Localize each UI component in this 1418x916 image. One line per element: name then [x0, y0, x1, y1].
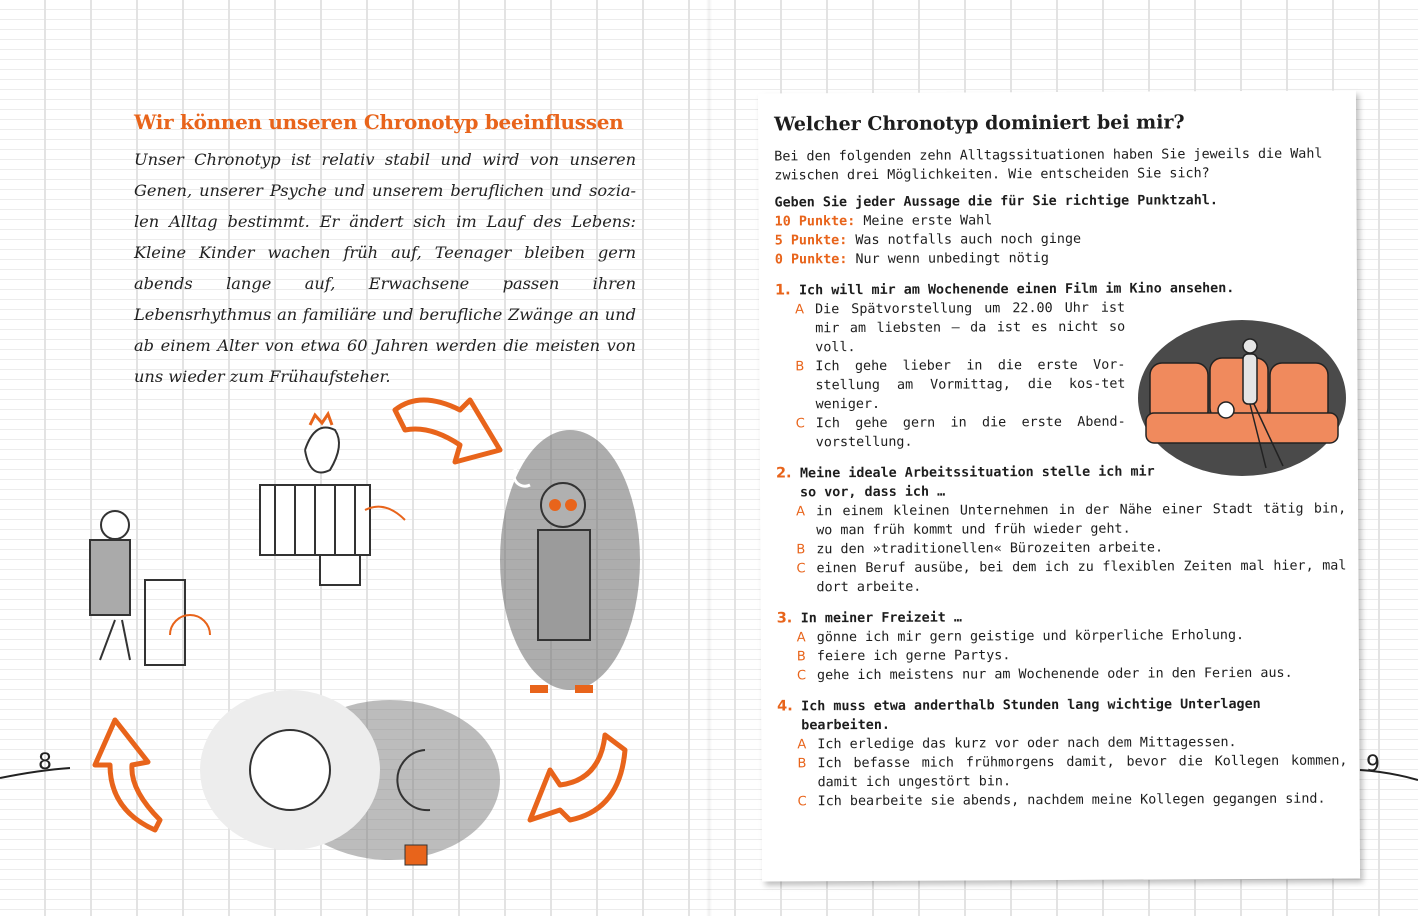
answer-option [775, 356, 1125, 415]
question-number: 2. [775, 465, 792, 482]
page-number-left: 8 [38, 750, 52, 775]
chronotype-cycle-illustration [60, 390, 660, 890]
question-4 [777, 694, 1348, 811]
sun-and-moon-icon [200, 690, 500, 865]
points-text: Meine erste Wahl [863, 213, 993, 230]
option-letter: C [796, 561, 806, 577]
option-text: gönne ich mir gern geistige und körperliche Erholung. [816, 628, 1245, 646]
answer-option [778, 789, 1348, 811]
night-owl-figure-icon [500, 430, 640, 693]
question-text: Meine ideale Arbeitssituation stelle ich mir so vor, dass ich … [799, 464, 1155, 501]
option-letter: B [795, 359, 805, 375]
question-2 [776, 461, 1347, 597]
option-letter: B [796, 649, 806, 665]
option-letter: B [797, 756, 807, 772]
option-text: einen Beruf ausübe, bei dem ich zu flexiblen Zeiten mal hier, mal dort arbeite. [816, 558, 1347, 596]
option-text: Ich befasse mich frühmorgens damit, bevor die Kollegen kommen, damit ich ungestört bin. [817, 753, 1348, 791]
answer-option [776, 499, 1346, 540]
points-text: Nur wenn unbedingt nötig [855, 251, 1049, 268]
option-text: Ich erledige das kurz vor oder nach dem Mittagessen. [817, 735, 1237, 753]
question-text: Ich muss etwa anderthalb Stunden lang wichtige Unterlagen bearbeiten. [801, 696, 1261, 734]
option-text: Die Spätvorstellung um 22.00 Uhr ist mir am liebsten – da ist es nicht so voll. [815, 300, 1126, 356]
option-letter: B [796, 542, 806, 558]
cinema-seats-illustration [1138, 318, 1346, 478]
question-text: Ich will mir am Wochenende einen Film im Kino ansehen. [798, 281, 1235, 299]
page-number-right: 9 [1366, 752, 1380, 777]
option-letter: C [797, 794, 807, 810]
left-page-heading: Wir können unseren Chronotyp beeinflussen [134, 110, 624, 134]
option-letter: C [795, 416, 805, 432]
option-text: Ich gehe gern in die erste Abend-vorstellung. [815, 414, 1126, 451]
option-letter: C [796, 668, 807, 684]
points-label: 10 Punkte: [774, 214, 856, 230]
answer-option [775, 299, 1125, 358]
option-text: feiere ich gerne Partys. [816, 648, 1011, 665]
option-text: Ich bearbeite sie abends, nachdem meine Kollegen gegangen sind. [817, 791, 1326, 810]
question-number: 3. [776, 610, 793, 627]
option-letter: A [796, 630, 806, 646]
question-3 [777, 606, 1347, 685]
left-page-body-text: Unser Chronotyp ist relativ stabil und wird von unseren Genen, unserer Psyche und unserem beruflichen und sozia-len Alltag bestimmt. Er ändert sich im Lauf des Lebens: Kleine Kinder wachen früh auf, Teenager bleiben gern abends lange auf, Erwachsene passen ihren Lebensrhythmus an familiäre und berufliche Zwänge an und ab einem Alter von etwa 60 Jahren werden die meisten von uns wieder zum Frühaufsteher. [134, 150, 636, 386]
question-number: 4. [777, 698, 793, 715]
points-label: 5 Punkte: [774, 233, 848, 249]
option-letter: A [795, 302, 805, 318]
option-text: zu den »traditionellen« Bürozeiten arbeite. [816, 540, 1164, 558]
option-text: in einem kleinen Unternehmen in der Nähe einer Stadt tätig bin, wo man früh kommt und früh wieder geht. [816, 501, 1347, 539]
points-label: 0 Punkte: [774, 252, 848, 268]
points-row [775, 248, 1345, 270]
senior-with-walker-icon [90, 511, 210, 665]
answer-option [777, 751, 1347, 792]
quiz-intro: Bei den folgenden zehn Alltagssituationen haben Sie jeweils die Wahl zwischen drei Möglichkeiten. Wie entscheiden Sie sich? [774, 146, 1323, 184]
option-letter: A [796, 504, 806, 520]
question-number: 1. [774, 282, 791, 299]
answer-option [776, 413, 1126, 453]
question-text: In meiner Freizeit … [800, 610, 962, 627]
points-text: Was notfalls auch noch ginge [855, 231, 1082, 249]
rooster-balcony-icon [260, 414, 405, 585]
answer-option [776, 556, 1346, 597]
answer-option [777, 663, 1347, 685]
quiz-title: Welcher Chronotyp dominiert bei mir? [774, 111, 1185, 136]
option-text: Ich gehe lieber in die erste Vor-stellung am Vormittag, die kos-tet weniger. [815, 357, 1126, 413]
option-letter: A [797, 737, 807, 753]
option-text: gehe ich meistens nur am Wochenende oder in den Ferien aus. [816, 665, 1293, 684]
quiz-card [758, 90, 1360, 881]
points-heading: Geben Sie jeder Aussage die für Sie richtige Punktzahl. [774, 193, 1218, 211]
